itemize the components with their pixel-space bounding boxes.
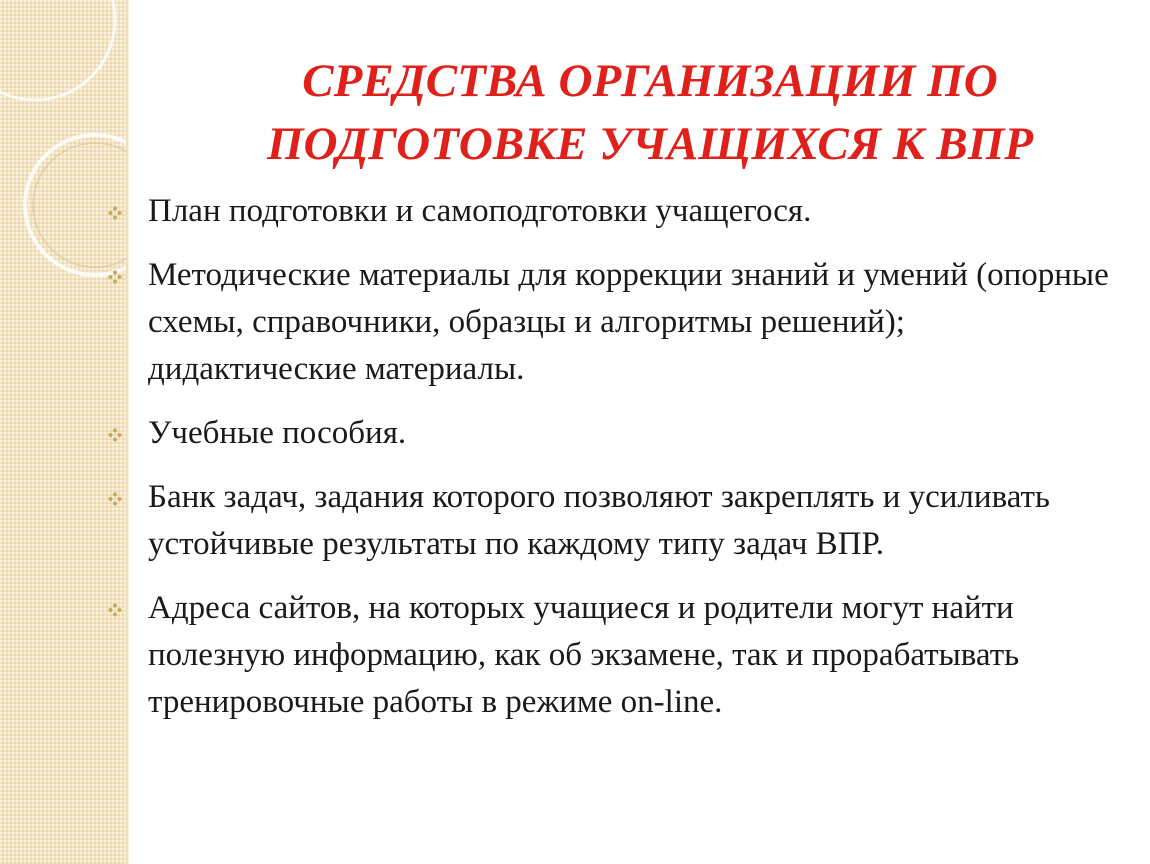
list-item <box>108 410 1118 457</box>
list-item-text: Адреса сайтов, на которых учащиеся и родители могут найти полезную информацию, как об экзамене, так и прорабатывать тренировочные работы в режиме on-line. <box>148 590 1020 720</box>
bullet-list <box>108 188 1118 743</box>
list-item <box>108 474 1118 568</box>
list-item <box>108 252 1118 393</box>
list-item-text: Учебные пособия. <box>148 415 407 451</box>
slide-title: СРЕДСТВА ОРГАНИЗАЦИИ ПО ПОДГОТОВКЕ УЧАЩИХСЯ К ВПР <box>266 55 1034 170</box>
list-item-text: План подготовки и самоподготовки учащегося. <box>148 193 812 229</box>
list-item-text: Методические материалы для коррекции знаний и умений (опорные схемы, справочники, образцы и алгоритмы решений); дидактические материалы. <box>148 257 1109 387</box>
diamond-dots-bullet-icon <box>108 492 122 506</box>
list-item <box>108 585 1118 726</box>
diamond-dots-bullet-icon <box>108 270 122 284</box>
diamond-dots-bullet-icon <box>108 428 122 442</box>
diamond-dots-bullet-icon <box>108 603 122 617</box>
list-item <box>108 188 1118 235</box>
list-item-text: Банк задач, задания которого позволяют закреплять и усиливать устойчивые результаты по каждому типу задач ВПР. <box>148 479 1050 562</box>
diamond-dots-bullet-icon <box>108 206 122 220</box>
